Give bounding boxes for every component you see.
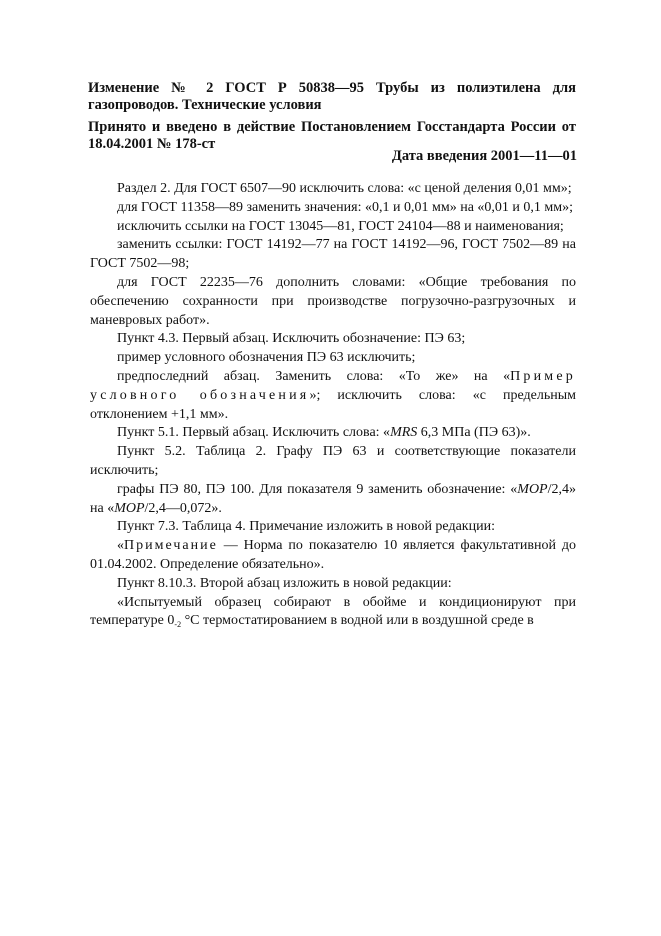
- paragraph: [90, 537, 576, 575]
- paragraph: Пункт 8.10.3. Второй абзац изложить в новой редакции:: [117, 575, 452, 591]
- paragraph: Пункт 5.2. Таблица 2. Графу ПЭ 63 и соответствующие показатели исключить;: [90, 444, 576, 478]
- spaced-text: Пример условного обозначения: [90, 368, 576, 403]
- text-run: предпоследний абзац. Заменить слова: «То же» на «: [117, 368, 511, 384]
- italic-term: MRS: [390, 425, 418, 441]
- document-body: [90, 180, 576, 631]
- text-run: »; исключить слова: «с предельным отклонением +1,1 мм».: [90, 387, 577, 422]
- amendment-title: Изменение № 2 ГОСТ Р 50838—95 Трубы из полиэтилена для газопроводов. Технические условия: [88, 80, 576, 113]
- paragraph: исключить ссылки на ГОСТ 13045—81, ГОСТ 24104—88 и наименования;: [117, 218, 564, 234]
- paragraph: пример условного обозначения ПЭ 63 исключить;: [117, 350, 416, 366]
- text-run: «: [117, 538, 124, 554]
- paragraph: [90, 594, 576, 632]
- document-header: [88, 80, 576, 153]
- text-run: /2,4» на «: [90, 481, 576, 516]
- text-run: «Испытуемый образец собирают в обойме и кондиционируют при температуре 0: [90, 594, 576, 629]
- text-run: °С термостатированием в водной или в воздушной среде в: [181, 613, 534, 629]
- tolerance-subscript: -2: [174, 620, 182, 630]
- text-run: Пункт 5.1. Первый абзац. Исключить слова: «: [117, 425, 391, 441]
- paragraph: Пункт 7.3. Таблица 4. Примечание изложить в новой редакции:: [117, 519, 495, 535]
- paragraph: для ГОСТ 11358—89 заменить значения: «0,1 и 0,01 мм» на «0,01 и 0,1 мм»;: [117, 199, 574, 215]
- italic-term: MOP: [114, 500, 145, 516]
- text-run: — Норма по показателю 10 является факультативной до 01.04.2002. Определение обязательно».: [90, 538, 576, 572]
- text-run: 6,3 МПа (ПЭ 63)».: [417, 425, 531, 441]
- paragraph: заменить ссылки: ГОСТ 14192—77 на ГОСТ 14192—96, ГОСТ 7502—89 на ГОСТ 7502—98;: [90, 237, 576, 272]
- paragraph: [90, 481, 576, 519]
- paragraph: Пункт 4.3. Первый абзац. Исключить обозначение: ПЭ 63;: [117, 331, 466, 347]
- paragraph: [90, 424, 576, 443]
- text-run: графы ПЭ 80, ПЭ 100. Для показателя 9 заменить обозначение: «: [117, 481, 518, 497]
- paragraph: Раздел 2. Для ГОСТ 6507—90 исключить слова: «с ценой деления 0,01 мм»;: [117, 181, 572, 196]
- paragraph: [90, 368, 576, 424]
- adoption-statement: Принято и введено в действие Постановлением Госстандарта России от 18.04.2001 № 178-ст: [88, 119, 576, 152]
- effective-date: Дата введения 2001—11—01: [391, 148, 577, 164]
- paragraph: для ГОСТ 22235—76 дополнить словами: «Общие требования по обеспечению сохранности при производстве погрузочно-разгрузочных и маневровых работ».: [90, 274, 576, 328]
- spaced-text: Примечание: [124, 538, 218, 554]
- italic-term: MOP: [517, 481, 548, 497]
- text-run: /2,4—0,072».: [144, 500, 222, 516]
